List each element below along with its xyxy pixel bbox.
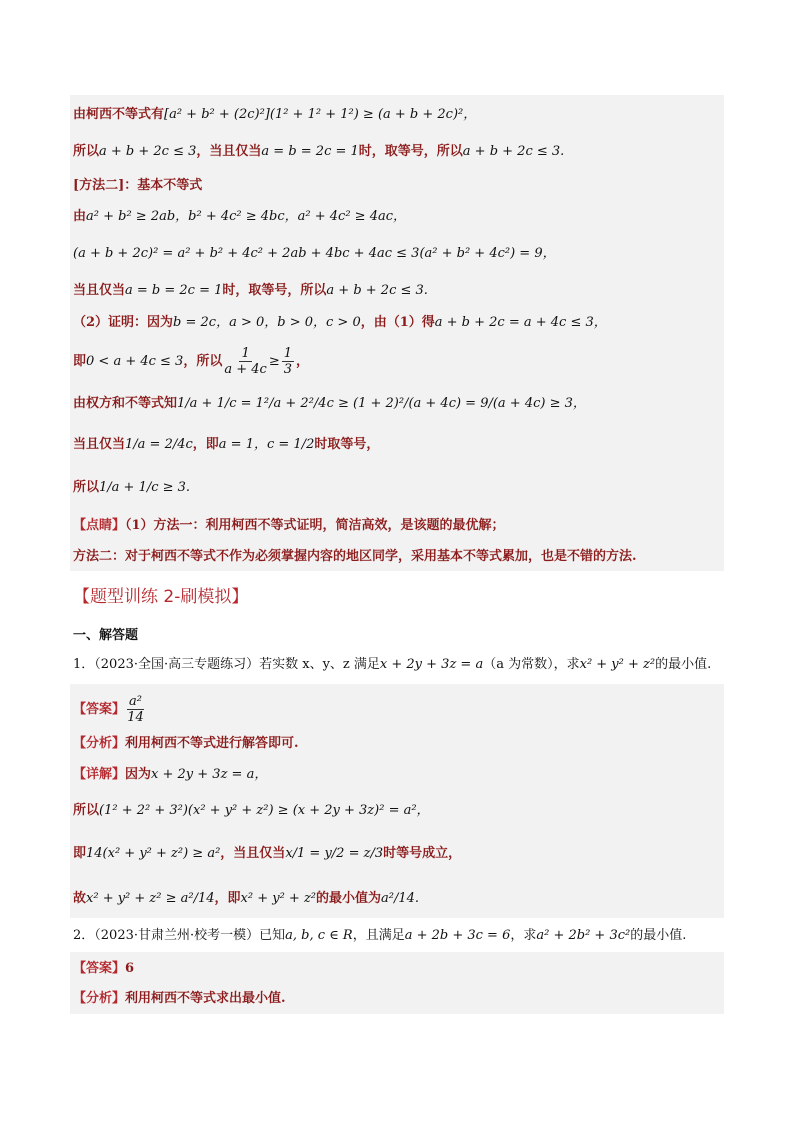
text: 利用柯西不等式进行解答即可. (125, 736, 299, 751)
expansion-line (73, 245, 722, 263)
text: 方法二：对于柯西不等式不作为必须掌握内容的地区同学，采用基本不等式累加，也是不错的方法. (73, 549, 637, 564)
math: [a² + b² + (2c)²](1² + 1² + 1²) ≥ (a + b + 2c)²， (164, 107, 477, 122)
reciprocal-line (73, 346, 722, 377)
text: 时等号成立， (383, 846, 462, 861)
equality-condition-line (73, 436, 722, 454)
math: a + b + 2c ≤ 3. (462, 144, 565, 159)
text: 当且仅当 (73, 283, 126, 298)
text: 所以 (73, 480, 100, 495)
text: 由权方和不等式知 (73, 396, 178, 411)
text: ，所以 (183, 354, 223, 369)
math: a, b, c ∈ R (285, 928, 353, 943)
math: a + b + 2c = a + 4c ≤ 3， (434, 315, 607, 330)
math: ≥ (268, 354, 280, 369)
analysis-1 (73, 735, 722, 753)
text: 故 (73, 891, 87, 906)
text: （1）方法一：利用柯西不等式证明，简洁高效，是该题的最优解； (125, 518, 505, 533)
answer-2 (73, 960, 722, 978)
math: 1/a + 1/c = 1²/a + 2²/4c ≥ (1 + 2)²/(a + 4c) = 9/(a + 4c) ≥ 3， (177, 396, 586, 411)
analysis-tag: 【分析】 (73, 991, 126, 1006)
text: 1．（2023·全国·高三专题练习）若实数 x、y、z 满足 (73, 657, 380, 672)
inequality-line (73, 208, 722, 226)
answer-tag: 【答案】 (73, 961, 126, 976)
math: a²/14. (381, 891, 420, 906)
answer-value: 6 (125, 961, 135, 976)
detail-1-step-3 (73, 845, 722, 863)
text: 即 (73, 354, 87, 369)
remark-line (73, 517, 722, 535)
math: a² + b² ≥ 2ab，b² + 4c² ≥ 4bc，a² + 4c² ≥ 4ac， (86, 209, 406, 224)
solution-block (70, 95, 724, 571)
method-two-heading (73, 177, 722, 195)
math: (a + b + 2c)² = a² + b² + 4c² + 2ab + 4bc + 4ac ≤ 3(a² + b² + 4c²) = 9， (73, 246, 556, 261)
answer-fraction: $\frac{\text{a²}}{14}$ (127, 694, 144, 725)
text: 时取等号， (314, 437, 380, 452)
text: ，即 (192, 437, 219, 452)
text: ，求 (510, 928, 537, 943)
text: 的最小值. (630, 928, 687, 943)
part-title (73, 627, 722, 645)
math: x² + y² + z² (240, 891, 317, 906)
remark-tag: 【点睛】 (73, 518, 126, 533)
math: 14(x² + y² + z²) ≥ a² (86, 846, 221, 861)
math: 1/a + 1/c ≥ 3. (99, 480, 191, 495)
text: 即 (73, 846, 87, 861)
text: 由 (73, 209, 87, 224)
text: 的最小值. (655, 657, 712, 672)
question-1 (73, 656, 722, 674)
math: a + 2b + 3c = 6 (404, 928, 511, 943)
math: a + b + 2c ≤ 3. (326, 283, 428, 298)
fraction: $\frac{1}{3}$ (283, 346, 293, 377)
text: ，且满足 (352, 928, 405, 943)
text: （a 为常数），求 (483, 657, 580, 672)
text: ， (296, 354, 310, 369)
remark-line-2 (73, 548, 722, 566)
text: 所以 (73, 144, 100, 159)
equality-line (73, 282, 722, 300)
math: 1/a = 2/4c (125, 437, 193, 452)
section-title: 【题型训练 2-刷模拟】 (73, 587, 249, 607)
text: 因为 (125, 767, 152, 782)
text: 所以 (73, 803, 100, 818)
analysis-2 (73, 990, 722, 1008)
answer-1 (73, 694, 722, 725)
text: 时，取等号，所以 (358, 144, 463, 159)
detail-tag: 【详解】 (73, 767, 126, 782)
fraction: $\frac{1}{a + 4c}$ (224, 346, 267, 377)
text: 时，取等号，所以 (222, 283, 327, 298)
text: ，当且仅当 (196, 144, 262, 159)
part-two-line (73, 314, 722, 332)
math: (1² + 2² + 3²)(x² + y² + z²) ≥ (x + 2y + 3z)² = a²， (99, 803, 430, 818)
detail-1 (73, 766, 722, 784)
math: x² + y² + z² (579, 657, 656, 672)
text: ，由（1）得 (360, 315, 435, 330)
text: （2）证明：因为 (73, 315, 174, 330)
text: ，当且仅当 (220, 846, 286, 861)
final-line (73, 479, 722, 497)
analysis-tag: 【分析】 (73, 736, 126, 751)
detail-1-step-2 (73, 802, 722, 820)
power-mean-line (73, 395, 722, 413)
math: a = b = 2c = 1 (261, 144, 359, 159)
math: x + 2y + 3z = a， (151, 767, 268, 782)
text: 一、解答题 (73, 628, 139, 643)
text: ，即 (214, 891, 241, 906)
math: a + b + 2c ≤ 3 (99, 144, 197, 159)
math: b = 2c，a > 0，b > 0，c > 0 (173, 315, 361, 330)
text: 利用柯西不等式求出最小值. (125, 991, 286, 1006)
answer-tag: 【答案】 (73, 702, 126, 717)
math: 0 < a + 4c ≤ 3 (86, 354, 184, 369)
conclusion-line (73, 143, 722, 161)
cauchy-line (73, 106, 722, 124)
text: 2．（2023·甘肃兰州·校考一模）已知 (73, 928, 286, 943)
math: a² + 2b² + 3c² (536, 928, 631, 943)
text: [方法二]：基本不等式 (73, 178, 203, 193)
text: 的最小值为 (316, 891, 382, 906)
math: x/1 = y/2 = z/3 (285, 846, 384, 861)
math: a = 1，c = 1/2 (218, 437, 315, 452)
math: x² + y² + z² ≥ a²/14 (86, 891, 215, 906)
text: 当且仅当 (73, 437, 126, 452)
math: x + 2y + 3z = a (379, 657, 484, 672)
text: 由柯西不等式有 (73, 107, 165, 122)
math: a = b = 2c = 1 (125, 283, 223, 298)
detail-1-step-4 (73, 890, 722, 908)
question-2 (73, 927, 722, 945)
